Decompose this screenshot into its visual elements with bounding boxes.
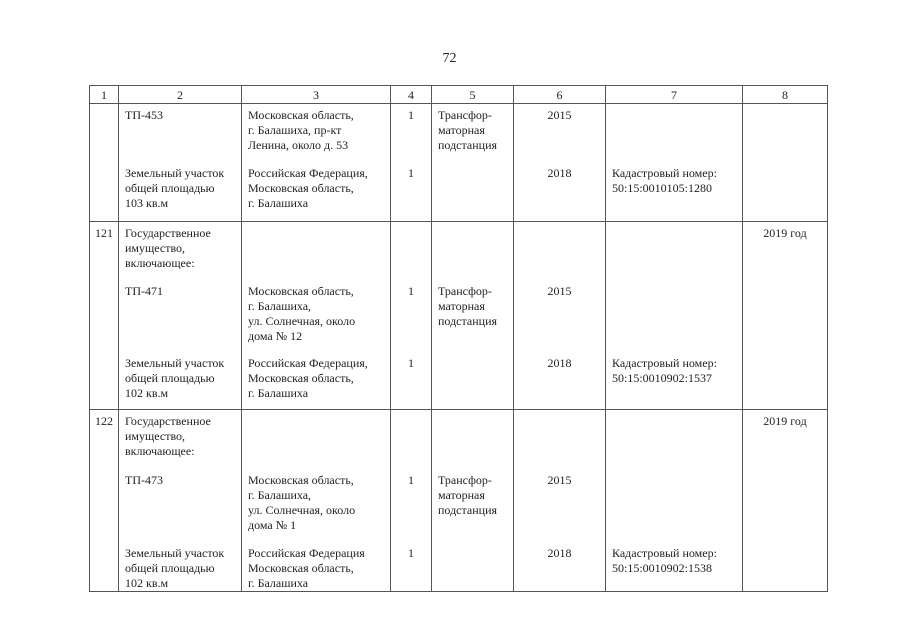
header-row (90, 86, 828, 104)
cell-text: ТП-473 (125, 472, 163, 487)
table-cell-col3 (242, 280, 391, 352)
table-cell-col8 (743, 542, 828, 592)
cell-text: Земельный участок общей площадью 102 кв.м (125, 355, 225, 400)
cell-text: ТП-471 (125, 283, 163, 298)
table-cell-col3 (242, 162, 391, 222)
cell-text: Земельный участок общей площадью 103 кв.м (125, 165, 225, 210)
table-cell-col7 (606, 104, 743, 162)
table-row (90, 469, 828, 542)
table-cell-col4 (391, 542, 432, 592)
cell-text: 1 (408, 165, 414, 180)
table-cell-col6 (514, 222, 606, 280)
table-cell-col7 (606, 410, 743, 469)
table-cell-col2 (119, 352, 242, 410)
table-cell-col5 (432, 104, 514, 162)
table-cell-col6 (514, 469, 606, 542)
column-header: 5 (432, 86, 514, 104)
table-cell-col3 (242, 542, 391, 592)
table-cell-col8 (743, 104, 828, 162)
table-cell-col1 (90, 469, 119, 542)
table-cell-col5 (432, 469, 514, 542)
table-cell-col8 (743, 162, 828, 222)
cell-text: Кадастровый номер: 50:15:0010902:1537 (612, 355, 717, 385)
cell-text: Государственное имущество, включающее: (125, 414, 211, 458)
table-row (90, 352, 828, 410)
table-cell-col7 (606, 469, 743, 542)
table-cell-col8 (743, 410, 828, 469)
cell-text: 2018 (547, 355, 572, 370)
table-cell-col5 (432, 352, 514, 410)
table-cell-col6 (514, 542, 606, 592)
cell-text: Российская Федерация, Московская область, г. Балашиха (248, 165, 368, 210)
column-header: 6 (514, 86, 606, 104)
table-cell-col3 (242, 352, 391, 410)
cell-text: Трансфор- маторная подстанция (438, 108, 498, 152)
table-cell-col5 (432, 162, 514, 222)
table-cell-col2 (119, 410, 242, 469)
table-cell-col7 (606, 542, 743, 592)
table-cell-col7 (606, 222, 743, 280)
table-cell-col1 (90, 542, 119, 592)
cell-text: 1 (408, 283, 414, 298)
table-row (90, 280, 828, 352)
column-header: 3 (242, 86, 391, 104)
page-number: 72 (442, 51, 457, 66)
cell-text: 1 (408, 108, 414, 122)
table-cell-col4 (391, 352, 432, 410)
cell-text: 2018 (547, 165, 572, 180)
table-cell-col1 (90, 352, 119, 410)
cell-text: 121 (95, 226, 113, 240)
table-cell-col8 (743, 222, 828, 280)
cell-text: Российская Федерация Московская область, г. Балашиха (248, 545, 365, 590)
cell-text: 1 (408, 355, 414, 370)
table-row (90, 162, 828, 222)
cell-text: Земельный участок общей площадью 102 кв.м (125, 545, 225, 590)
table-cell-col4 (391, 222, 432, 280)
cell-text: Кадастровый номер: 50:15:0010902:1538 (612, 545, 717, 575)
cell-text: Кадастровый номер: 50:15:0010105:1280 (612, 165, 717, 195)
cell-text: 2015 (547, 472, 572, 487)
table-cell-col5 (432, 280, 514, 352)
property-table (89, 85, 828, 592)
cell-text: Московская область, г. Балашиха, ул. Солнечная, около дома № 12 (248, 283, 356, 343)
column-header: 4 (391, 86, 432, 104)
table-cell-col3 (242, 469, 391, 542)
cell-text: 122 (95, 414, 113, 428)
table-cell-col2 (119, 542, 242, 592)
table-cell-col1 (90, 222, 119, 280)
cell-text: Государственное имущество, включающее: (125, 226, 211, 270)
cell-text: ТП-453 (125, 108, 163, 122)
table-cell-col1 (90, 104, 119, 162)
cell-text: 2015 (547, 108, 572, 122)
table-cell-col7 (606, 352, 743, 410)
table-row (90, 222, 828, 280)
table-cell-col6 (514, 104, 606, 162)
cell-text: Трансфор- маторная подстанция (438, 472, 498, 517)
table-cell-col2 (119, 280, 242, 352)
table-cell-col2 (119, 469, 242, 542)
table-cell-col6 (514, 280, 606, 352)
table-row (90, 104, 828, 162)
table-cell-col8 (743, 469, 828, 542)
column-header: 8 (743, 86, 828, 104)
cell-text: 1 (408, 472, 414, 487)
table-cell-col1 (90, 162, 119, 222)
column-header: 7 (606, 86, 743, 104)
cell-text: 2018 (547, 545, 572, 560)
table-cell-col2 (119, 104, 242, 162)
cell-text: Московская область, г. Балашиха, пр-кт Ленина, около д. 53 (248, 108, 354, 152)
table-cell-col3 (242, 410, 391, 469)
cell-text: 1 (408, 545, 414, 560)
table-row (90, 410, 828, 469)
table-cell-col1 (90, 280, 119, 352)
table-cell-col8 (743, 352, 828, 410)
cell-text: 2019 год (763, 226, 807, 240)
table-cell-col8 (743, 280, 828, 352)
table-cell-col5 (432, 410, 514, 469)
table-cell-col4 (391, 469, 432, 542)
table-cell-col4 (391, 162, 432, 222)
table-row (90, 542, 828, 592)
table-cell-col3 (242, 104, 391, 162)
cell-text: Московская область, г. Балашиха, ул. Солнечная, около дома № 1 (248, 472, 356, 532)
column-header: 2 (119, 86, 242, 104)
table-cell-col4 (391, 410, 432, 469)
cell-text: 2015 (547, 283, 572, 298)
table-cell-col2 (119, 162, 242, 222)
table-cell-col4 (391, 280, 432, 352)
table-cell-col6 (514, 162, 606, 222)
table-cell-col6 (514, 410, 606, 469)
table-cell-col4 (391, 104, 432, 162)
table-cell-col2 (119, 222, 242, 280)
table-cell-col5 (432, 222, 514, 280)
cell-text: Трансфор- маторная подстанция (438, 283, 498, 328)
table-cell-col3 (242, 222, 391, 280)
table-cell-col7 (606, 280, 743, 352)
table-cell-col5 (432, 542, 514, 592)
table-cell-col6 (514, 352, 606, 410)
table-cell-col7 (606, 162, 743, 222)
table-cell-col1 (90, 410, 119, 469)
cell-text: 2019 год (763, 414, 807, 428)
column-header: 1 (90, 86, 119, 104)
cell-text: Российская Федерация, Московская область, г. Балашиха (248, 355, 368, 400)
